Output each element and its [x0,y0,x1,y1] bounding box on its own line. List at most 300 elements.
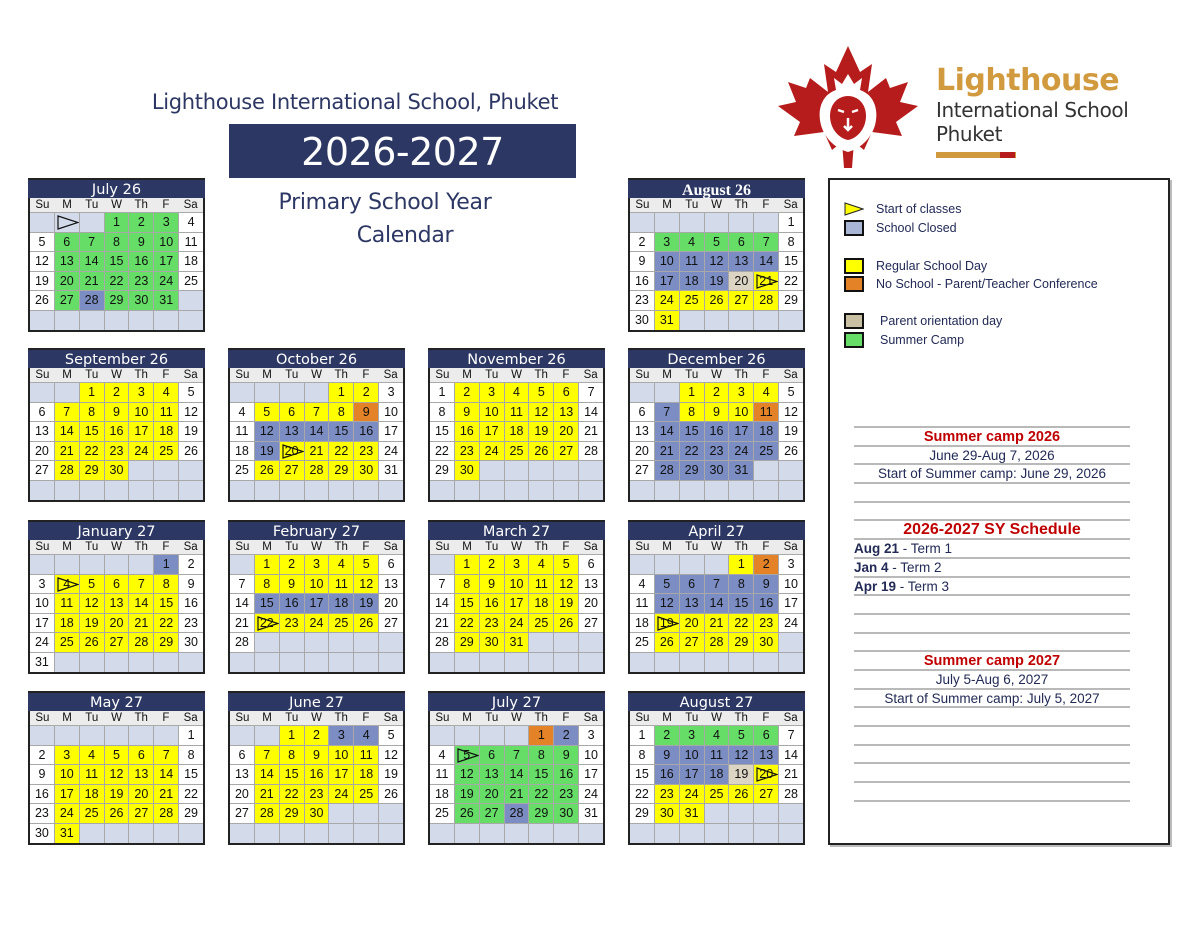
day-grid [30,555,203,672]
weekday-label: Sa [183,541,198,553]
empty-cell [779,633,803,652]
day-number: 18 [534,596,549,611]
day-cell [729,272,753,291]
day-cell [430,765,454,784]
day-number: 3 [38,576,46,591]
day-cell [55,442,79,461]
day-cell [455,614,479,633]
day-number: 9 [288,576,296,591]
day-number: 8 [337,404,345,419]
day-cell [630,633,654,652]
day-number: 20 [734,273,749,288]
month-title: May 27 [28,691,205,711]
empty-cell [430,481,454,500]
day-cell [779,746,803,765]
empty-cell [630,481,654,500]
day-cell [579,746,603,765]
weekday-label: Sa [183,199,198,211]
day-cell [529,804,553,823]
day-cell [230,746,254,765]
day-number: 12 [109,767,124,782]
day-number: 17 [134,424,149,439]
day-cell [55,403,79,422]
day-cell [705,746,729,765]
day-number: 25 [59,635,74,650]
day-cell [55,746,79,765]
day-cell [280,461,304,480]
day-number: 29 [109,293,124,308]
day-number: 27 [384,615,399,630]
day-number: 12 [734,747,749,762]
day-cell [30,785,54,804]
day-cell [154,383,178,402]
empty-cell [154,311,178,330]
empty-cell [554,461,578,480]
day-cell [455,383,479,402]
day-number: 19 [784,424,799,439]
day-cell [230,575,254,594]
day-number: 4 [638,576,646,591]
day-cell [129,383,153,402]
day-number: 15 [434,424,449,439]
empty-cell [154,481,178,500]
weekday-label: M [462,541,472,553]
day-number: 27 [759,786,774,801]
weekday-label: Sa [183,712,198,724]
day-cell [754,555,778,574]
day-cell [680,614,704,633]
day-number: 27 [134,806,149,821]
day-cell [154,575,178,594]
day-cell [280,575,304,594]
term-3 [854,578,1130,597]
empty-cell [30,213,54,232]
day-cell [779,422,803,441]
day-cell [379,746,403,765]
day-number: 7 [713,576,720,591]
day-number: 4 [63,576,71,591]
empty-cell [105,653,129,672]
empty-cell [430,824,454,843]
day-number: 16 [359,424,374,439]
empty-cell [354,804,378,823]
day-cell [630,403,654,422]
day-number: 17 [684,767,699,782]
day-cell [255,575,279,594]
day-cell [329,746,353,765]
day-number: 6 [587,557,595,571]
day-cell [655,614,679,633]
day-number: 3 [387,385,395,399]
day-number: 15 [259,596,274,611]
day-cell [579,555,603,574]
day-cell [230,614,254,633]
day-number: 24 [334,786,349,801]
day-cell [80,291,104,310]
day-cell [505,442,529,461]
day-cell [579,804,603,823]
day-cell [354,383,378,402]
day-cell [505,422,529,441]
weekday-label: W [111,541,122,553]
day-number: 5 [537,385,545,399]
day-cell [705,252,729,271]
day-cell [129,213,153,232]
empty-cell [630,213,654,232]
day-cell [105,765,129,784]
logo-wordmark [936,64,1128,146]
day-number: 3 [137,385,145,399]
day-number: 8 [787,234,795,249]
day-cell [305,575,329,594]
day-cell [579,614,603,633]
weekday-label: M [62,712,72,724]
empty-cell [529,461,553,480]
empty-cell [779,311,803,330]
day-number: 6 [387,557,395,571]
day-number: 6 [288,404,296,419]
day-cell [379,575,403,594]
day-number: 23 [759,615,774,630]
day-cell [630,422,654,441]
day-number: 15 [534,767,549,782]
day-cell [105,575,129,594]
day-number: 24 [659,293,674,308]
day-cell [655,442,679,461]
day-cell [680,575,704,594]
day-cell [705,422,729,441]
weekday-label: Su [35,199,50,211]
day-number: 12 [259,424,274,439]
month-calendar [28,520,205,674]
day-number: 22 [684,443,699,458]
day-number: 6 [737,234,745,249]
day-cell [579,726,603,745]
day-number: 28 [784,786,799,801]
day-cell [105,291,129,310]
day-cell [579,442,603,461]
day-cell [129,272,153,291]
day-number: 9 [38,767,46,782]
day-number: 5 [463,747,471,762]
day-cell [630,442,654,461]
empty-cell [554,481,578,500]
day-number: 8 [162,576,170,591]
day-number: 1 [638,728,646,742]
day-cell [630,233,654,252]
day-number: 10 [334,747,349,762]
month-calendar [628,348,805,502]
empty-cell [729,213,753,232]
day-number: 19 [709,273,724,288]
day-number: 10 [309,576,324,591]
weekday-label: W [111,199,122,211]
day-cell [154,252,178,271]
empty-cell [579,633,603,652]
empty-cell [179,824,203,843]
weekday-label: Sa [783,541,798,553]
day-cell [154,785,178,804]
day-number: 15 [684,424,699,439]
day-cell [729,291,753,310]
day-cell [779,555,803,574]
day-cell [579,403,603,422]
day-cell [655,785,679,804]
note-rule [854,484,1130,503]
day-cell [80,442,104,461]
day-number: 18 [759,424,774,439]
day-number: 13 [284,424,299,439]
day-cell [505,614,529,633]
empty-cell [30,726,54,745]
day-number: 31 [159,293,174,308]
day-number: 8 [688,404,696,419]
day-cell [105,252,129,271]
day-cell [680,594,704,613]
day-number: 26 [34,293,49,308]
day-number: 14 [759,254,774,269]
day-number: 19 [34,273,49,288]
day-cell [779,291,803,310]
day-number: 15 [159,596,174,611]
day-number: 12 [34,254,49,269]
day-cell [680,422,704,441]
day-number: 21 [709,615,724,630]
day-number: 7 [162,747,170,762]
day-cell [354,575,378,594]
day-cell [80,461,104,480]
day-cell [729,765,753,784]
day-number: 15 [734,596,749,611]
day-cell [554,746,578,765]
day-cell [329,726,353,745]
day-number: 21 [584,424,599,439]
empty-cell [305,824,329,843]
day-number: 16 [709,424,724,439]
day-number: 5 [362,557,370,571]
day-number: 16 [309,767,324,782]
day-number: 30 [659,806,674,821]
day-cell [129,804,153,823]
day-number: 25 [709,786,724,801]
day-grid [30,383,203,500]
day-cell [55,765,79,784]
day-cell [30,442,54,461]
empty-cell [105,555,129,574]
weekday-label: W [511,541,522,553]
day-cell [305,594,329,613]
day-number: 26 [659,635,674,650]
day-number: 28 [659,463,674,478]
day-cell [430,594,454,613]
day-number: 12 [559,576,574,591]
empty-cell [80,481,104,500]
day-cell [729,575,753,594]
weekday-label: W [311,541,322,553]
day-number: 26 [384,786,399,801]
empty-cell [354,824,378,843]
empty-cell [230,824,254,843]
day-number: 28 [709,635,724,650]
day-cell [680,461,704,480]
weekday-label: F [562,712,570,724]
day-number: 24 [384,443,399,458]
day-cell [329,614,353,633]
weekday-header-row [30,540,203,555]
empty-cell [354,653,378,672]
day-number: 7 [313,404,320,419]
empty-cell [554,633,578,652]
day-number: 5 [113,747,120,762]
day-number: 17 [659,273,674,288]
day-number: 22 [284,786,299,801]
day-number: 27 [34,463,49,478]
weekday-label: M [62,369,72,381]
weekday-label: Tu [685,199,699,211]
day-cell [630,594,654,613]
day-number: 17 [309,596,324,611]
day-number: 20 [684,615,699,630]
day-number: 16 [759,596,774,611]
month-title: September 26 [28,348,205,368]
day-number: 22 [534,786,549,801]
day-number: 5 [387,728,395,742]
day-cell [529,442,553,461]
month-calendar [428,691,605,845]
day-cell [754,785,778,804]
day-cell [154,403,178,422]
weekday-label: Th [334,369,348,381]
day-number: 6 [488,747,496,762]
day-cell [754,575,778,594]
empty-cell [280,481,304,500]
day-cell [505,594,529,613]
day-number: 28 [134,635,149,650]
day-cell [705,633,729,652]
day-number: 7 [238,576,246,591]
weekday-label: Su [235,712,250,724]
day-cell [55,291,79,310]
day-number: 4 [238,404,246,419]
day-cell [305,614,329,633]
day-number: 16 [484,596,499,611]
day-number: 13 [59,254,74,269]
day-number: 26 [259,463,274,478]
day-cell [579,575,603,594]
day-number: 11 [184,234,198,249]
weekday-label: Th [734,541,748,553]
weekday-label: Su [635,369,650,381]
day-number: 7 [762,234,770,249]
month-calendar [628,178,805,332]
empty-cell [430,726,454,745]
legend-school-closed [844,220,957,236]
weekday-label: M [662,369,672,381]
day-cell [680,252,704,271]
day-number: 22 [259,615,274,630]
empty-cell [705,311,729,330]
day-cell [305,403,329,422]
empty-cell [630,383,654,402]
empty-cell [305,481,329,500]
day-cell [455,746,479,765]
day-cell [305,804,329,823]
weekday-header-row [430,368,603,383]
day-cell [179,252,203,271]
day-cell [455,403,479,422]
empty-cell [179,311,203,330]
empty-cell [55,481,79,500]
day-number: 4 [162,385,170,399]
weekday-label: M [662,541,672,553]
day-cell [680,633,704,652]
day-number: 24 [134,443,149,458]
day-cell [80,403,104,422]
term-date: Apr 19 [854,578,897,594]
day-number: 23 [309,786,324,801]
weekday-label: Th [534,369,548,381]
day-number: 10 [509,576,524,591]
day-number: 26 [734,786,749,801]
empty-cell [305,383,329,402]
day-number: 29 [159,635,174,650]
day-number: 30 [559,806,574,821]
day-number: 23 [184,615,199,630]
day-cell [154,765,178,784]
weekday-label: Sa [583,369,598,381]
note-rule [854,615,1130,634]
day-number: 18 [509,424,524,439]
day-cell [754,765,778,784]
day-cell [430,575,454,594]
day-cell [105,383,129,402]
empty-cell [754,461,778,480]
day-number: 13 [384,576,399,591]
day-number: 8 [187,747,195,762]
empty-cell [754,213,778,232]
weekday-label: Tu [685,369,699,381]
day-cell [630,311,654,330]
day-cell [30,804,54,823]
empty-cell [179,653,203,672]
day-number: 19 [459,786,474,801]
weekday-label: Tu [485,712,499,724]
day-cell [179,403,203,422]
day-number: 3 [688,728,696,742]
day-number: 1 [463,557,471,571]
day-cell [55,614,79,633]
weekday-label: F [562,369,570,381]
day-number: 22 [434,443,449,458]
day-number: 13 [734,254,749,269]
day-cell [129,785,153,804]
day-cell [455,804,479,823]
day-number: 10 [59,767,74,782]
day-number: 9 [488,576,496,591]
empty-cell [55,726,79,745]
day-number: 28 [759,293,774,308]
day-number: 2 [762,557,770,571]
empty-cell [329,633,353,652]
day-cell [354,614,378,633]
summer-2027-start: Start of Summer camp: July 5, 2027 [854,690,1130,709]
day-cell [529,746,553,765]
day-cell [179,746,203,765]
day-number: 28 [509,806,524,821]
day-cell [255,422,279,441]
day-number: 2 [187,557,195,571]
day-number: 30 [359,463,374,478]
